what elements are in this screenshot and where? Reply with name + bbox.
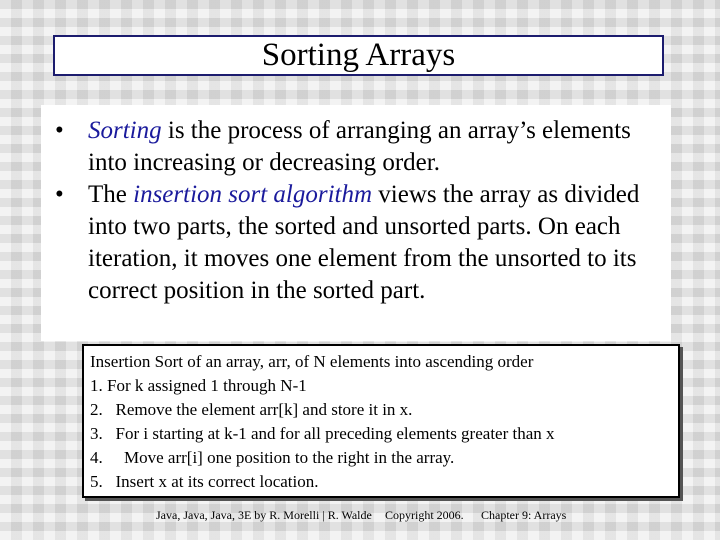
algorithm-step: 1. For k assigned 1 through N-1 bbox=[90, 376, 307, 395]
bullet-insertion-text: views the array as divided into two parts, the sorted and unsorted parts. On each iteration, it moves one element from the unsorted to its correct position in the sorted part. bbox=[88, 181, 640, 304]
bullet-marker: • bbox=[55, 117, 64, 144]
bullet-insertion-prefix: The bbox=[88, 181, 134, 208]
slide-title: Sorting Arrays bbox=[261, 37, 456, 73]
algorithm-step: 4. Move arr[i] one position to the right in the array. bbox=[90, 448, 455, 467]
algorithm-step: 5. Insert x at its correct location. bbox=[90, 472, 319, 491]
footer-chapter: Chapter 9: Arrays bbox=[481, 508, 567, 522]
term-insertion-sort: insertion sort algorithm bbox=[133, 181, 373, 208]
term-sorting: Sorting bbox=[88, 117, 162, 144]
algorithm-step: 2. Remove the element arr[k] and store it in x. bbox=[90, 400, 413, 419]
bullet-sorting bbox=[88, 115, 671, 179]
algorithm-box bbox=[82, 344, 680, 498]
footer-book: Java, Java, Java, 3E by R. Morelli | R. Walde bbox=[156, 508, 372, 522]
bullet-insertion-sort bbox=[88, 179, 671, 307]
algorithm-heading: Insertion Sort of an array, arr, of N elements into ascending order bbox=[90, 352, 534, 371]
algorithm-step: 3. For i starting at k-1 and for all preceding elements greater than x bbox=[90, 424, 555, 443]
bullet-sorting-text: is the process of arranging an array’s elements into increasing or decreasing order. bbox=[88, 117, 631, 176]
slide-title-box bbox=[53, 35, 664, 76]
bullet-marker: • bbox=[55, 181, 64, 208]
footer-copyright: Copyright 2006. bbox=[385, 508, 464, 522]
